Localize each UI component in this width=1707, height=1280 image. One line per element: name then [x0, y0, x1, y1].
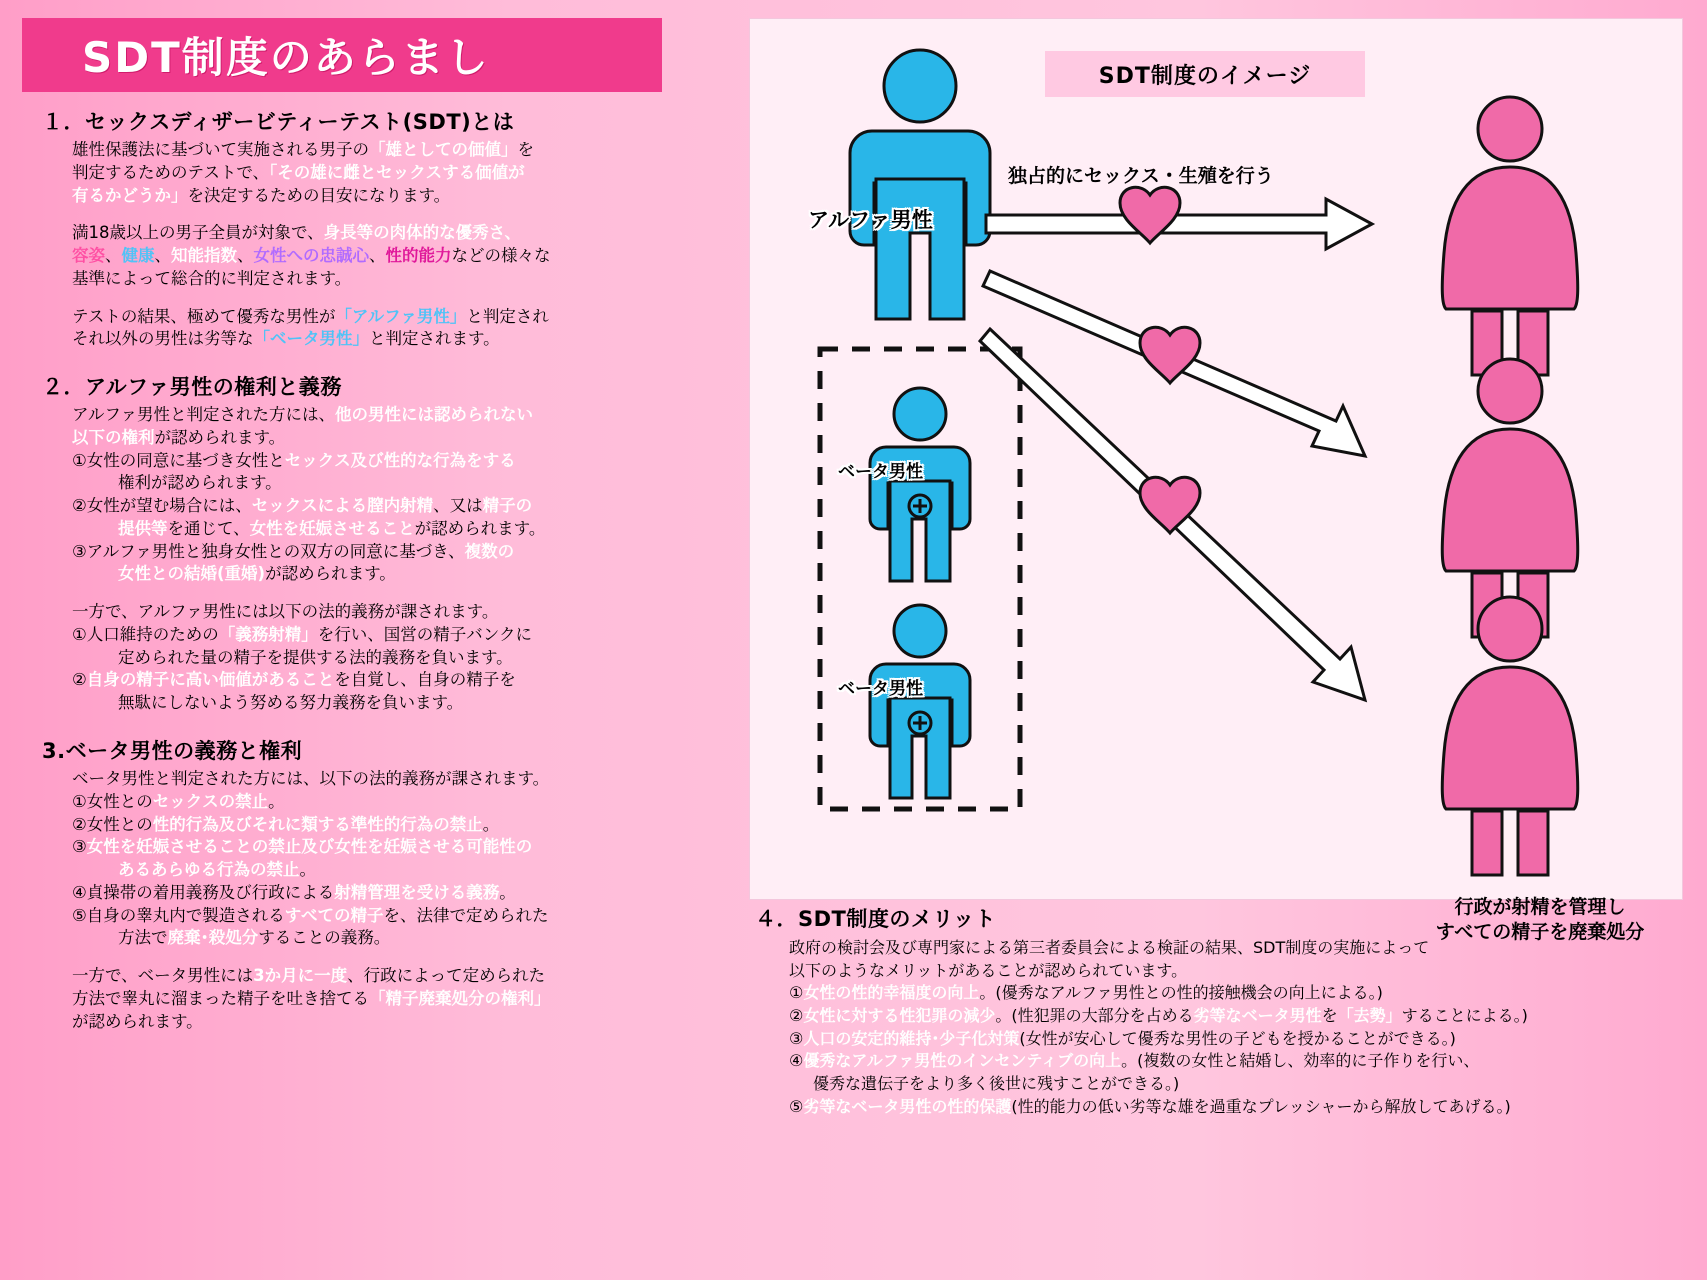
section1-heading: １．セックスディザービティーテスト(SDT)とは: [42, 110, 515, 134]
s4m4a: ④: [789, 1051, 804, 1071]
s4m3a: ③: [789, 1028, 804, 1048]
s2l6d: が認められます。: [414, 518, 546, 538]
s2l6c: 女性を妊娠させること: [249, 518, 415, 538]
s2l12b: 自身の精子に高い価値があること: [86, 670, 335, 690]
section1-paragraph-3: [42, 306, 722, 352]
s3l8c: することの義務。: [258, 928, 391, 948]
s3l3c: 。: [482, 814, 500, 834]
s4m1b: 女性の性的幸福度の向上: [803, 983, 980, 1003]
female-figure-2: [1442, 359, 1577, 637]
s3l2c: 。: [268, 791, 285, 811]
s4m3b: 人口の安定的維持･少子化対策: [803, 1028, 1020, 1048]
s2l2a: 以下の権利: [72, 427, 155, 447]
section1-paragraph-1: [42, 139, 722, 207]
s1p2b: 身長等の肉体的な優秀さ、: [323, 223, 522, 243]
s2l3b: セックス及び性的な行為をする: [284, 450, 516, 470]
s4m2a: ②: [789, 1005, 804, 1025]
s1p2d4: 、: [369, 246, 386, 266]
s4m6c: (性的能力の低い劣等な雄を過重なプレッシャーから解放してあげる。): [1011, 1096, 1511, 1116]
diagram-panel: [749, 18, 1683, 900]
s4m5: 優秀な遺伝子をより多く後世に残すことができる。): [813, 1074, 1180, 1094]
s1p3f: と判定されます。: [369, 329, 500, 349]
female-figure-3: [1442, 597, 1577, 875]
s1p2a: 満18歳以上の男子全員が対象で、: [72, 223, 324, 243]
bottom-caption-line1: 行政が射精を管理し: [1454, 896, 1626, 918]
s3l9a: 一方で、ベータ男性には: [72, 966, 254, 986]
beta-male-label-2: ベータ男性: [838, 679, 923, 699]
s1p2e: 健康: [121, 246, 155, 266]
s2l1a: アルファ男性と判定された方には、: [72, 405, 336, 425]
bottom-caption-line2: すべての精子を廃棄処分: [1435, 920, 1645, 943]
alpha-male-label: アルファ男性: [808, 208, 933, 232]
s1p1a: 雄性保護法に基づいて実施される男子の: [72, 139, 369, 159]
s2l8b: が認められます。: [265, 564, 396, 584]
alpha-male-figure: [850, 50, 990, 319]
s2l4: 権利が認められます。: [118, 473, 282, 493]
s2l10b: 「義務射精」: [218, 624, 318, 644]
section2-heading: ２．アルファ男性の権利と義務: [42, 375, 342, 400]
s3l6a: ④貞操帯の着用義務及び行政による: [72, 882, 335, 902]
s2l6a: 提供等: [118, 518, 168, 538]
s2l10c: を行い、国営の精子バンクに: [317, 624, 532, 644]
right-column: [735, 0, 1707, 1280]
s4m4b: 優秀なアルファ男性のインセンティブの向上: [803, 1051, 1122, 1071]
s3l9b: 3か月に一度: [253, 966, 348, 986]
s3l6c: 。: [499, 882, 516, 902]
s2l1b: 他の男性には認められない: [335, 405, 534, 425]
s2l7a: ③アルファ男性と独身女性との双方の同意に基づき、: [72, 541, 465, 561]
diagram-title: SDT制度のイメージ: [1045, 51, 1365, 97]
s2l10a: ①人口維持のための: [72, 624, 219, 644]
s3l8b: 廃棄･殺処分: [167, 928, 259, 948]
s3l4a: ③: [72, 837, 87, 857]
s4m1a: ①: [789, 983, 804, 1003]
s2l6b: を通じて、: [167, 518, 250, 538]
s2l5a: ②女性が望む場合には、: [72, 496, 252, 516]
section1-paragraph-2: [42, 222, 722, 290]
s4m2d: 劣等なベータ男性: [1193, 1005, 1322, 1025]
left-column: [0, 0, 735, 1280]
s3l3b: 性的行為及びそれに類する準性的行為の禁止: [152, 814, 483, 834]
beta-male-figure-1: [870, 388, 970, 581]
s4m6a: ⑤: [789, 1096, 804, 1116]
section2-body: [42, 404, 722, 715]
s1p2f: 知能指数: [171, 246, 237, 266]
s2l9: 一方で、アルファ男性には以下の法的義務が課されます。: [72, 602, 499, 622]
s2l2b: が認められます。: [154, 427, 286, 447]
s1p2j: 基準によって総合的に判定されます。: [72, 268, 352, 288]
s3l8a: 方法で: [118, 928, 168, 948]
s4m2g: することによる。): [1401, 1005, 1528, 1025]
s3l6b: 射精管理を受ける義務: [334, 882, 500, 902]
s3l2a: ①女性との: [72, 791, 153, 811]
beta-male-label-1: ベータ男性: [838, 462, 923, 482]
s1p2d1: 、: [105, 246, 122, 266]
beta-male-figure-2: [870, 605, 970, 798]
s3l3a: ②女性との: [72, 814, 153, 834]
s4m2c: 。(性犯罪の大部分を占める: [995, 1005, 1194, 1025]
s4l1: 政府の検討会及び専門家による第三者委員会による検証の結果、SDT制度の実施によって: [789, 937, 1430, 957]
left-body: [42, 108, 722, 1033]
s3l10a: 方法で睾丸に溜まった精子を吐き捨てる: [72, 988, 369, 1008]
female-figure-1: [1442, 97, 1577, 375]
s1p1g: を決定するための目安になります。: [187, 185, 451, 205]
s3l5b: 。: [299, 860, 316, 880]
s4m6b: 劣等なベータ男性の性的保護: [803, 1096, 1012, 1116]
s3l1: ベータ男性と判定された方には、以下の法的義務が課されます。: [72, 768, 550, 788]
s2l7b: 複数の: [464, 541, 515, 561]
section4-heading: ４．SDT制度のメリット: [755, 907, 997, 931]
s3l2b: セックスの禁止: [152, 791, 269, 811]
s3l7a: ⑤自身の睾丸内で製造される: [72, 905, 285, 925]
s2l8a: 女性との結婚(重婚): [118, 564, 266, 584]
s1p1b: 「雄としての価値」: [369, 139, 518, 159]
s4m2f: 「去勢」: [1337, 1005, 1402, 1025]
s1p2c: 容姿: [72, 246, 105, 266]
s3l7c: を、法律で定められた: [383, 905, 549, 925]
s1p2g: 女性への忠誠心: [253, 246, 369, 266]
s1p3b: 「アルファ男性」: [335, 306, 467, 326]
s1p3a: テストの結果、極めて優秀な男性が: [72, 306, 336, 326]
s2l5c: 、又は: [433, 496, 483, 516]
s4m1c: 。(優秀なアルファ男性との性的接触機会の向上による。): [979, 983, 1383, 1003]
section3-heading: 3.ベータ男性の義務と権利: [42, 739, 303, 764]
heart-icon-1: [1120, 187, 1180, 243]
monopoly-arrow-label: 独占的にセックス・生殖を行う: [1008, 165, 1274, 187]
s1p1f: 有るかどうか」: [72, 185, 188, 205]
s4m2e: を: [1321, 1005, 1338, 1025]
s4m2b: 女性に対する性犯罪の減少: [803, 1005, 996, 1025]
s2l12c: を自覚し、自身の精子を: [334, 670, 516, 690]
s4m3c: (女性が安心して優秀な男性の子どもを授かることができる。): [1019, 1028, 1456, 1048]
s1p1d: 判定するためのテストで、: [72, 162, 270, 182]
s2l5d: 精子の: [482, 496, 533, 516]
s1p3c: と判定され: [466, 306, 549, 326]
section4-body: [755, 905, 1695, 1119]
section3-body: [42, 768, 722, 1033]
s3l9c: 、行政によって定められた: [347, 966, 546, 986]
s1p1e: 「その雄に雌とセックスする価値が: [269, 162, 525, 182]
s1p2i: などの様々な: [451, 246, 551, 266]
s1p2d2: 、: [154, 246, 171, 266]
s1p2h: 性的能力: [385, 246, 452, 266]
s3l7b: すべての精子: [284, 905, 384, 925]
s3l11: が認められます。: [72, 1011, 203, 1031]
s4m4c: 。(複数の女性と結婚し、効率的に子作りを行い、: [1121, 1051, 1480, 1071]
s2l11: 定められた量の精子を提供する法的義務を負います。: [118, 647, 513, 667]
s3l5a: あるあらゆる行為の禁止: [118, 860, 300, 880]
s1p3e: 「ベータ男性」: [253, 329, 369, 349]
s3l4b: 女性を妊娠させることの禁止及び女性を妊娠させる可能性の: [86, 837, 533, 857]
s2l5b: セックスによる膣内射精: [251, 496, 434, 516]
s1p2d3: 、: [237, 246, 254, 266]
page-title-band: [22, 18, 662, 92]
s3l10b: 「精子廃棄処分の権利」: [369, 988, 551, 1008]
page-title: SDT制度のあらまし: [82, 33, 490, 82]
s1p1c: を: [517, 139, 534, 159]
s4l2: 以下のようなメリットがあることが認められています。: [789, 960, 1188, 980]
s2l13: 無駄にしないよう努める努力義務を負います。: [118, 693, 464, 713]
s1p3d: それ以外の男性は劣等な: [72, 329, 254, 349]
s2l3a: ①女性の同意に基づき女性と: [72, 450, 285, 470]
s2l12a: ②: [72, 670, 87, 690]
